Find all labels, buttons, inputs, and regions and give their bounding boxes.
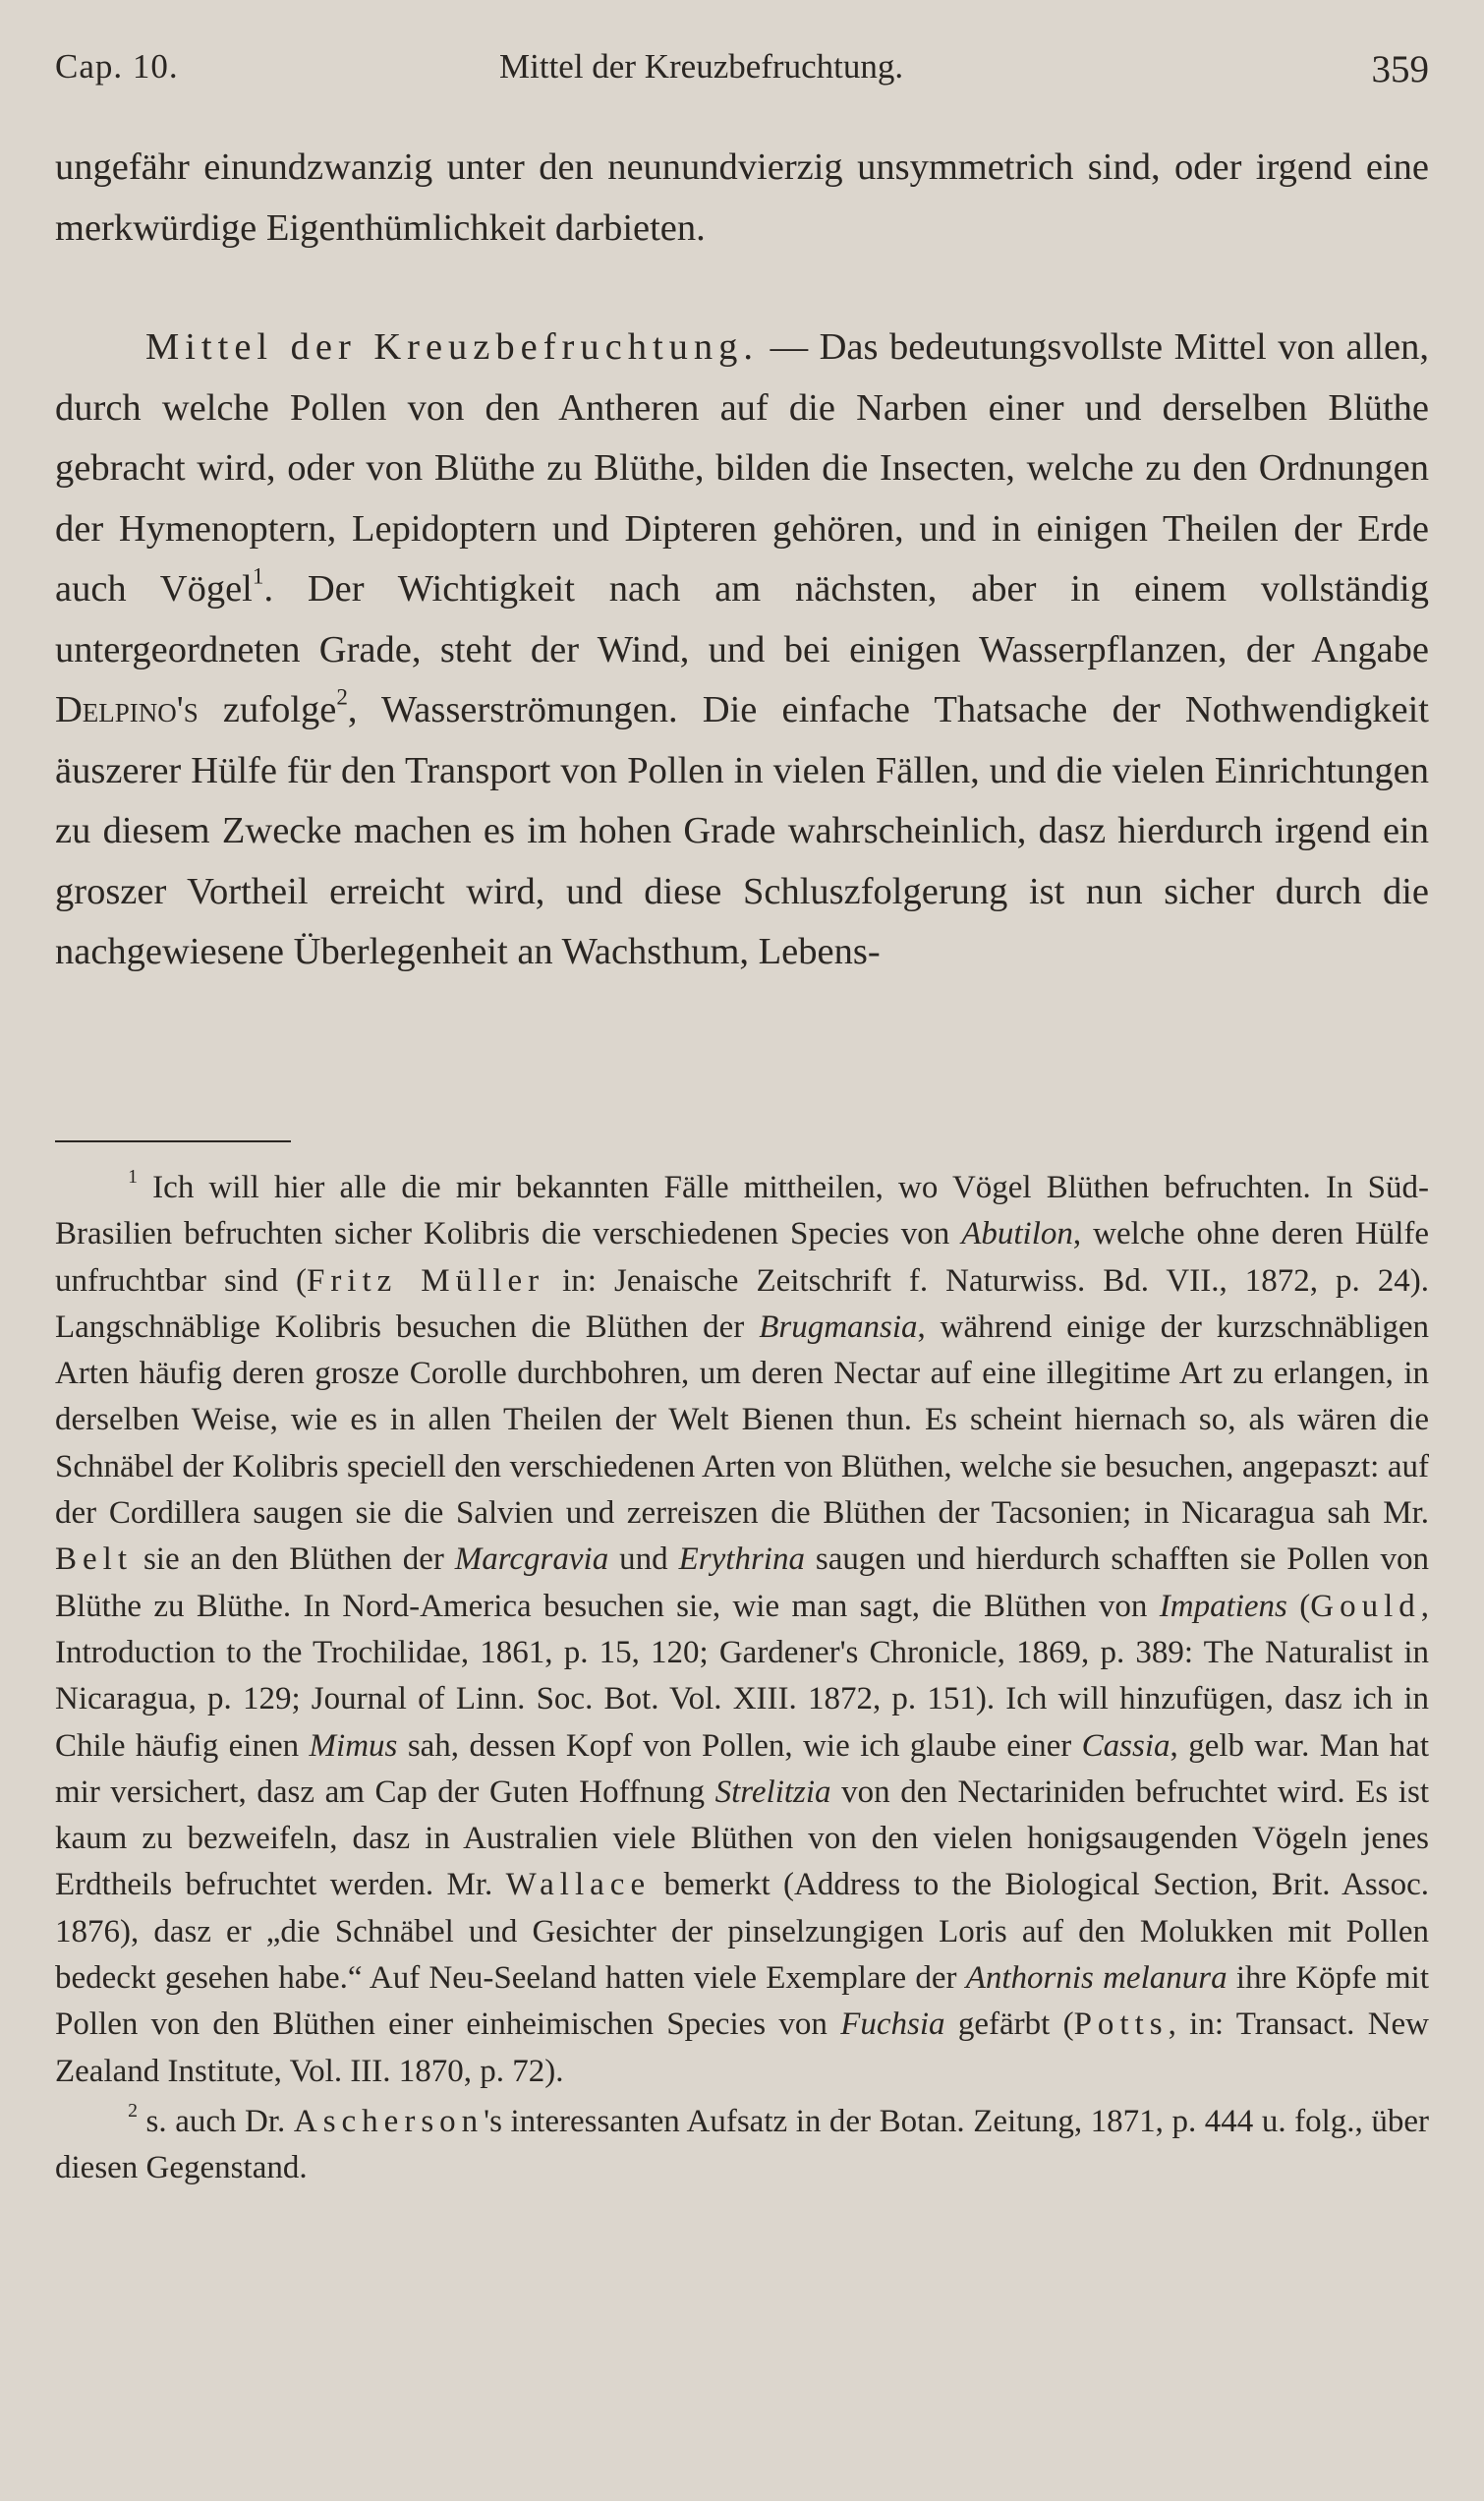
author-ascherson: Ascherson [293, 2103, 485, 2139]
running-title: Mittel der Kreuzbefruchtung. [499, 47, 904, 86]
footnote-mark-2: 2 [128, 2100, 138, 2123]
chapter-label: Cap. 10. [55, 47, 179, 86]
author-potts: Potts [1073, 2007, 1169, 2043]
footnote-ref-1[interactable]: 1 [252, 562, 264, 589]
author-wallace: Wallace [505, 1867, 652, 1903]
author-gould: Gould [1310, 1588, 1421, 1624]
section-heading: Mittel der Kreuzbefruchtung. [145, 326, 760, 368]
paragraph-kreuzbefruchtung: Mittel der Kreuzbefruchtung. — Das bedeutungsvollste Mittel von allen, durch welche Pollen von den Antheren auf die Narben einer und derselben Blüthe gebracht wird, oder von Blüthe zu Blüthe, bilden die Insecten, welche zu den Ordnungen der Hymenoptern, Lepidoptern und Dipteren gehören, und in einigen Theilen der Erde auch Vögel$^1$. Der Wichtigkeit nach am nächsten, aber in einem vollständig untergeordneten Grade, steht der Wind, und bei einigen Wasserpflanzen, der Angabe Delpino's zufolge$^2$, Wasserströmungen. Die einfache Thatsache der Nothwendigkeit äuszerer Hülfe für den Transport von Pollen in vielen Fällen, und die vielen Einrichtungen zu diesem Zwecke machen es im hohen Grade wahrscheinlich, dasz hierdurch irgend ein groszer Vortheil erreicht wird, und diese Schluszfolgerung ist nun sicher durch die nachgewiesene Überlegenheit an Wachsthum, Lebens- [55, 326, 1429, 972]
running-header [55, 47, 1429, 96]
footnote-2: $^2$ s. auch Dr. Ascherson's interessanten Aufsatz in der Botan. Zeitung, 1871, p. 444 u. folg., über diesen Gegenstand. [55, 2100, 1429, 2186]
author-belt: Belt [55, 1541, 133, 1578]
author-delpino: Delpino's [55, 689, 199, 730]
footnote-separator [55, 1140, 291, 1142]
footnote-ref-2[interactable]: 2 [336, 683, 348, 710]
author-fritz-mueller: Fritz Müller [306, 1262, 545, 1299]
page-number: 359 [1371, 48, 1429, 90]
footnote-mark-1: 1 [128, 1166, 138, 1189]
footnote-1: $^1$ Ich will hier alle die mir bekannten Fälle mittheilen, wo Vögel Blüthen befruchten. In Süd-Brasilien befruchten sicher Kolibris die verschiedenen Species von Abutilon, welche ohne deren Hülfe unfruchtbar sind (Fritz Müller in: Jenaische Zeitschrift f. Naturwiss. Bd. VII., 1872, p. 24). Langschnäblige Kolibris besuchen die Blüthen der Brugmansia, während einige der kurzschnäbligen Arten häufig deren grosze Corolle durchbohren, um deren Nectar auf eine illegitime Art zu erlangen, in derselben Weise, wie es in allen Theilen der Welt Bienen thun. Es scheint hiernach so, als wären die Schnäbel der Kolibris speciell den verschiedenen Arten von Blüthen, welche sie besuchen, angepaszt: auf der Cordillera saugen sie die Salvien und zerreiszen die Blüthen der Tacsonien; in Nicaragua sah Mr. Belt sie an den Blüthen der Marcgravia und Erythrina saugen und hierdurch schafften sie Pollen von Blüthe zu Blüthe. In Nord-America besuchen sie, wie man sagt, die Blüthen von Impatiens (Gould, Introduction to the Trochilidae, 1861, p. 15, 120; Gardener's Chronicle, 1869, p. 389: The Naturalist in Nicaragua, p. 129; Journal of Linn. Soc. Bot. Vol. XIII. 1872, p. 151). Ich will hinzufügen, dasz ich in Chile häufig einen Mimus sah, dessen Kopf von Pollen, wie ich glaube einer Cassia, gelb war. Man hat mir versichert, dasz am Cap der Guten Hoffnung Strelitzia von den Nectariniden befruchtet wird. Es ist kaum zu bezweifeln, dasz in Australien viele Blüthen von den vielen honigsaugenden Vögeln jenes Erdtheils befruchtet werden. Mr. Wallace bemerkt (Address to the Biological Section, Brit. Assoc. 1876), dasz er „die Schnäbel und Gesichter der pinselzungigen Loris auf den Molukken mit Pollen bedeckt gesehen habe.“ Auf Neu-Seeland hatten viele Exemplare der Anthornis melanura ihre Köpfe mit Pollen von den Blüthen einer einheimischen Species von Fuchsia gefärbt (Potts, in: Transact. New Zealand Institute, Vol. III. 1870, p. 72). [55, 1166, 1430, 2089]
main-text [55, 138, 1429, 983]
footnotes [55, 1165, 1429, 2192]
paragraph-continuation: ungefähr einundzwanzig unter den neunundvierzig unsymmetrich sind, oder irgend eine merkwürdige Eigenthümlichkeit darbieten. [55, 146, 1429, 249]
